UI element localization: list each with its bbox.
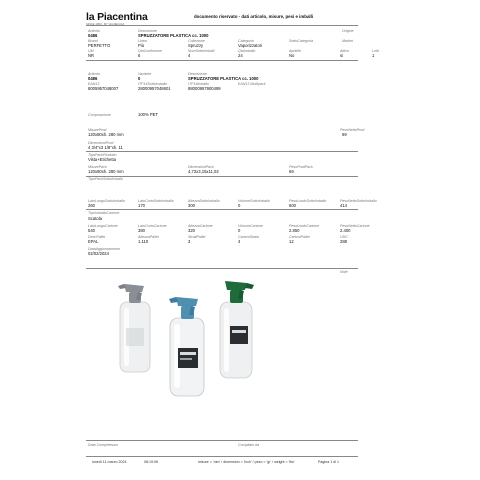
label-sotto-categoria: SottoCategoria <box>289 39 313 43</box>
value-attivo: si <box>340 53 344 58</box>
value-lato-corto-sottoimballo: 170 <box>138 203 145 208</box>
value-composizione: 100% PET <box>138 112 159 117</box>
value-lotto: 1 <box>372 53 375 58</box>
label-data-completezza: Data Completezza <box>88 443 118 447</box>
footer-units: misure = 'mm' / dimension = 'inch' / peso = 'gr' / weight = 'lbs' <box>198 460 295 464</box>
label-tipo-sottoimballo: TipoPackSottoImballo <box>88 177 123 181</box>
value-qta-imballo: 24 <box>238 53 243 58</box>
label-apribile: Apribile <box>289 49 301 53</box>
product-image <box>116 278 296 400</box>
label-itf-imballo: ITF14Imballo <box>188 82 209 86</box>
label-um: UM <box>88 49 94 53</box>
value-collezione: Spruzzy <box>188 43 204 48</box>
divider-footer <box>86 456 358 457</box>
label-brand: Brand <box>88 39 98 43</box>
label-misure-prod: MisureProd <box>88 128 107 132</box>
label-attivo: Attivo <box>340 49 349 53</box>
label-lato-corto-sottoimballo: LatoCortoSottoImballo <box>138 199 174 203</box>
spray-bottle-blue <box>169 297 204 396</box>
value-num-sottoimballi: 4 <box>188 53 191 58</box>
value-tipo-imballo: Scatola <box>88 216 102 221</box>
label-articolo-variant: Articolo <box>88 72 100 76</box>
value-misure-pack: 120x80xh. 280 mm <box>88 169 124 174</box>
brand-tagline: SINCE 1953 · BY VALSECCHI <box>86 22 125 26</box>
footer-page-number: Pagina 1 di 1 <box>318 460 339 464</box>
label-peso-netto-cartone: PesoNettoCartone <box>340 224 370 228</box>
label-volume-sottoimballo: VolumeSottoImballo <box>238 199 271 203</box>
label-ean13: EAN13 <box>88 82 100 86</box>
value-brand: PERFETTO <box>88 43 111 48</box>
value-peso-netto-cartone: 2.400 <box>340 228 351 233</box>
value-data-aggiornamento: 02/02/2024 <box>88 251 109 256</box>
value-altezza-cartone: 320 <box>188 228 195 233</box>
label-descrizione-variant: Descrizione <box>188 72 207 76</box>
label-udc: UDC <box>340 235 348 239</box>
label-collezione: Collezione <box>188 39 205 43</box>
value-cartoni-strato: 4 <box>238 239 241 244</box>
label-note: Note <box>340 270 348 274</box>
value-misure-prod: 120x80xh. 280 mm <box>88 132 124 137</box>
value-ean13: 8005957048007 <box>88 86 119 91</box>
label-composizione: Composizione <box>88 113 111 117</box>
label-cartoni-strato: CartoniStrato <box>238 235 260 239</box>
value-lato-lungo-sottoimballo: 260 <box>88 203 95 208</box>
label-misure-pack: MisurePack <box>88 165 107 169</box>
label-lotto: Lotti <box>372 49 379 53</box>
label-tipo-imballo: TipoImballoCartone <box>88 211 120 215</box>
label-tipo-pack: TipoPackProdotto <box>88 153 117 157</box>
label-compilato-da: Compilato da <box>238 443 260 447</box>
value-variante: 0 <box>138 76 141 81</box>
brand-logo <box>86 12 148 26</box>
value-linea: Più <box>138 43 145 48</box>
value-descrizione-variant: SPRUZZATORE PLASTICA cc. 1000 <box>188 76 259 81</box>
label-cartoni-pallet: CartoniPallet <box>289 235 310 239</box>
label-origine: Origine <box>342 29 354 33</box>
divider-prod <box>86 151 358 152</box>
value-udc: 288 <box>340 239 347 244</box>
value-um: NR <box>88 53 95 58</box>
label-altezza-cartone: AltezzaCartone <box>188 224 213 228</box>
value-lato-lungo-cartone: 540 <box>88 228 95 233</box>
footer-date: lunedì 11 marzo 2024 <box>92 460 127 464</box>
label-altezza-pallet: AltezzaPallet <box>138 235 159 239</box>
label-peso-lordo-sottoimballo: PesoLordoSottoImballo <box>289 199 327 203</box>
label-qta-imballo: QtaImballo <box>238 49 256 53</box>
label-market: Market <box>342 39 353 43</box>
value-lato-corto-cartone: 380 <box>138 228 145 233</box>
value-peso-netto-prod: 69 <box>342 132 347 137</box>
value-peso-pack: 69 <box>289 169 294 174</box>
value-apribile: No <box>289 53 295 58</box>
label-ean-multipack: EAN13 Multipack <box>238 82 266 86</box>
divider-sottoimballo <box>86 209 358 210</box>
label-num-sottoimballi: NumSottoImballi <box>188 49 215 53</box>
value-peso-lordo-cartone: 2.850 <box>289 228 300 233</box>
value-cartoni-pallet: 12 <box>289 239 294 244</box>
value-volume-sottoimballo: 0 <box>238 203 241 208</box>
label-volume-cartone: VolumeCartone <box>238 224 263 228</box>
value-dimensioni-pack: 4,72x3,15x11,02 <box>188 169 219 174</box>
value-altezza-sottoimballo: 300 <box>188 203 195 208</box>
label-peso-netto-prod: PesoNettoProd <box>340 128 365 132</box>
label-data-aggiornamento: DataAggiornamento <box>88 247 120 251</box>
label-peso-netto-sottoimballo: PesoNettoSottoImballo <box>340 199 377 203</box>
label-qta-confezione: QtaConfezione <box>138 49 162 53</box>
label-desc-pallet: DescPallet <box>88 235 106 239</box>
value-desc-pallet: EPAL <box>88 239 99 244</box>
document-title: documento riservato - dati articolo, misure, pesi e imballi <box>194 14 314 19</box>
label-dimensioni-pack: DimensioniPack <box>188 165 214 169</box>
value-volume-cartone: 0 <box>238 228 241 233</box>
label-peso-lordo-cartone: PesoLordoCartone <box>289 224 320 228</box>
divider-completion <box>86 440 358 441</box>
value-articolo-variant: 0486 <box>88 76 98 81</box>
value-categoria: Vaporizzatori <box>238 43 263 48</box>
document-page <box>86 10 379 470</box>
label-lato-lungo-sottoimballo: LatoLungoSottoImballo <box>88 199 125 203</box>
value-peso-netto-sottoimballo: 414 <box>340 203 347 208</box>
value-articolo: 0486 <box>88 33 98 38</box>
divider-images <box>86 268 358 269</box>
divider-pack <box>86 176 358 177</box>
section-divider <box>86 60 358 61</box>
label-itf-sottoimballo: ITF14Sottoimballo <box>138 82 168 86</box>
value-itf-imballo: 88000957900499 <box>188 86 221 91</box>
value-strati-pallet: 3 <box>188 239 191 244</box>
label-categoria: Categoria <box>238 39 254 43</box>
label-lato-lungo-cartone: LatoLungoCartone <box>88 224 118 228</box>
label-altezza-sottoimballo: AltezzaSottoImballo <box>188 199 220 203</box>
label-dimensioni-prod: DimensioniProd <box>88 141 114 145</box>
footer-time: 08:19:06 <box>144 460 158 464</box>
value-itf-sottoimballo: 28000957048601 <box>138 86 171 91</box>
value-peso-lordo-sottoimballo: 600 <box>289 203 296 208</box>
label-peso-pack: PesoProdPack <box>289 165 313 169</box>
value-descrizione: SPRUZZATORE PLASTICA cc. 1000 <box>138 33 209 38</box>
value-qta-confezione: 6 <box>138 53 141 58</box>
value-dimensioni-prod: 4 3/4"x3 1/8"xh. 11 <box>88 145 123 150</box>
label-articolo: Articolo <box>88 29 100 33</box>
spray-bottle-gray <box>118 284 150 372</box>
label-strati-pallet: StratiPallet <box>188 235 206 239</box>
label-lato-corto-cartone: LatoCortoCartone <box>138 224 167 228</box>
spray-bottle-green <box>220 281 254 378</box>
value-altezza-pallet: 1.110 <box>138 239 149 244</box>
label-linea: Linea <box>138 39 147 43</box>
brand-name: la Piacentina <box>86 11 148 23</box>
value-tipo-pack: Vista+Etichetta <box>88 157 116 162</box>
label-descrizione: Descrizione <box>138 29 157 33</box>
label-variante: Variante <box>138 72 152 76</box>
